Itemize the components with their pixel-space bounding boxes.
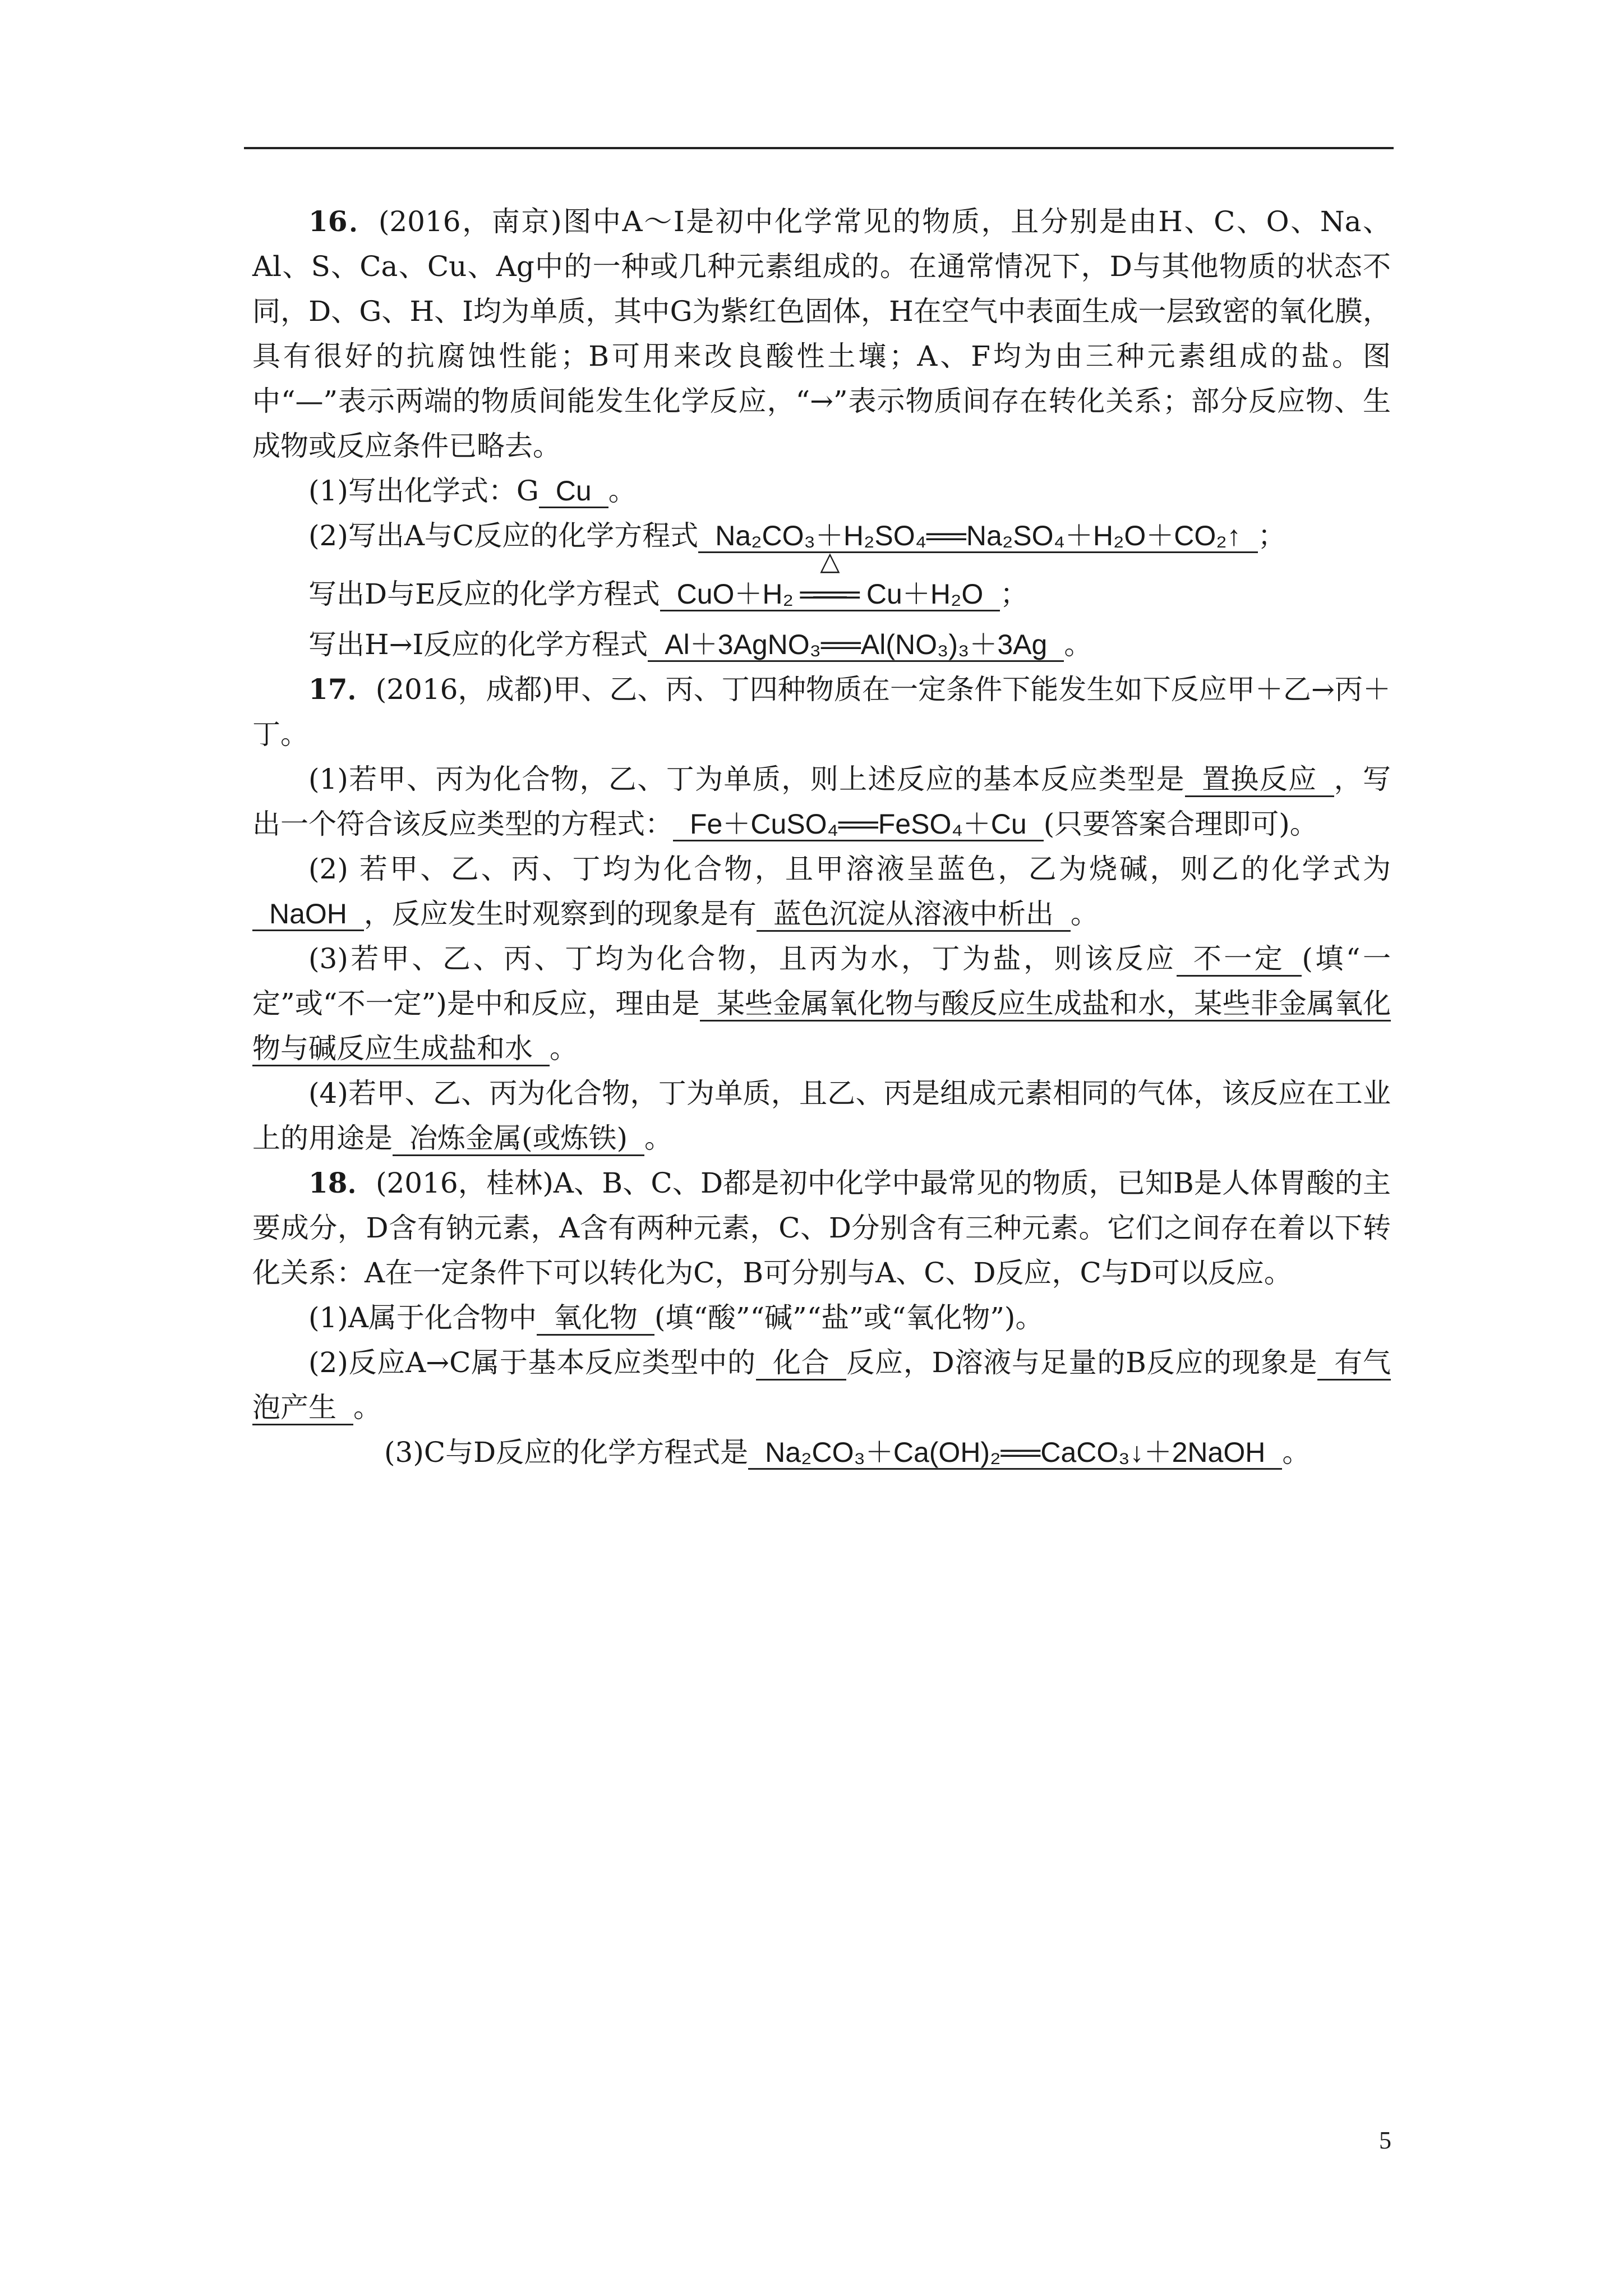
q17-part1-prompt2: ，写出一个符合该反应类型的方程式：: [252, 763, 1391, 840]
q16-part2-end: ；: [1257, 519, 1286, 552]
q16-part4: [252, 622, 1391, 667]
q16-part3-end: ；: [1000, 578, 1029, 610]
q16-part2-prompt: (2)写出A与C反应的化学方程式: [308, 519, 699, 552]
q17-number: 17．: [308, 673, 376, 706]
q18-part2-prompt2: 反应，D溶液与足量的B反应的现象是: [846, 1346, 1318, 1379]
q17-stem: [252, 667, 1391, 757]
q17-part3-end: 。: [550, 1032, 578, 1065]
q17-part1-answer2: Fe＋CuSO₄══FeSO₄＋Cu: [673, 808, 1044, 841]
page-number: 5: [1379, 2127, 1391, 2154]
q17-part3: [252, 936, 1391, 1071]
q16-stem: [252, 199, 1391, 468]
q16-part4-answer: Al＋3AgNO₃══Al(NO₃)₃＋3Ag: [648, 629, 1064, 662]
q17-part4-end: 。: [644, 1122, 673, 1154]
q17-part4-answer: 冶炼金属(或炼铁): [393, 1122, 644, 1156]
q17-part2-answer: NaOH: [252, 898, 364, 931]
q16-part4-prompt: 写出H→I反应的化学方程式: [308, 628, 648, 661]
q16-part3: [252, 546, 1391, 616]
q17-part2-answer2: 蓝色沉淀从溶液中析出: [757, 898, 1071, 932]
q17-stem-text: (2016，成都)甲、乙、丙、丁四种物质在一定条件下能发生如下反应甲＋乙→丙＋丁。: [252, 673, 1391, 751]
q18-part3-end: 。: [1282, 1436, 1311, 1469]
q17-part1-answer: 置换反应: [1185, 763, 1334, 797]
worksheet-body: [252, 199, 1391, 1475]
q18-part1: [252, 1295, 1391, 1340]
heat-underbar: [813, 596, 847, 598]
q17-part3-answer2: 某些金属氧化物与酸反应生成盐和水，某些非金属氧化物与碱反应生成盐和水: [252, 987, 1391, 1066]
q17-part3-prompt2: (填“一定”或“不一定”)是中和反应，理由是: [252, 942, 1391, 1020]
q18-part3: [252, 1430, 1391, 1475]
q16-part3-answer: [660, 546, 1000, 611]
header-rule: [244, 147, 1394, 149]
q18-part3-answer: Na₂CO₃＋Ca(OH)₂══CaCO₃↓＋2NaOH: [748, 1437, 1282, 1470]
q16-part3-reactants: CuO＋H₂: [676, 578, 794, 610]
q17-part2-prompt2: ，反应发生时观察到的现象是有: [363, 898, 757, 930]
q17-part4: [252, 1071, 1391, 1161]
heat-triangle-icon: △: [820, 546, 840, 576]
q16-part1: [252, 468, 1391, 513]
q18-number: 18．: [308, 1166, 376, 1199]
q18-part2-end: 。: [353, 1391, 381, 1424]
q16-part1-prompt: (1)写出化学式：G: [308, 475, 539, 507]
q16-stem-text: (2016，南京)图中A～I是初中化学常见的物质，且分别是由H、C、O、Na、Al、S、Ca、Cu、Ag中的一种或几种元素组成的。在通常情况下，D与其他物质的状态不同，D、G、H、I均为单质，其中G为紫红色固体，H在空气中表面生成一层致密的氧化膜，具有很好的抗腐蚀性能；B可用来改良酸性土壤；A、F均为由三种元素组成的盐。图中“—”表示两端的物质间能发生化学反应，“→”表示物质间存在转化关系；部分反应物、生成物或反应条件已略去。: [252, 205, 1391, 462]
q17-part1-end: (只要答案合理即可)。: [1043, 808, 1318, 840]
q18-stem-text: (2016，桂林)A、B、C、D都是初中化学中最常见的物质，已知B是人体胃酸的主要成分，D含有钠元素，A含有两种元素，C、D分别含有三种元素。它们之间存在着以下转化关系：A在一定条件下可以转化为C，B可分别与A、C、D反应，C与D可以反应。: [252, 1167, 1391, 1289]
q16-part1-end: 。: [608, 475, 637, 507]
q17-part2: [252, 846, 1391, 936]
q17-part2-prompt: (2) 若甲、乙、丙、丁均为化合物，且甲溶液呈蓝色，乙为烧碱，则乙的化学式为: [308, 853, 1391, 885]
q17-part3-answer: 不一定: [1177, 942, 1302, 977]
q16-part3-prompt: 写出D与E反应的化学方程式: [308, 578, 660, 610]
q18-part2-answer: 化合: [756, 1346, 847, 1381]
q18-part1-prompt: (1)A属于化合物中: [308, 1301, 537, 1334]
q16-part4-end: 。: [1064, 628, 1092, 661]
q17-part4-prompt: (4)若甲、乙、丙为化合物，丁为单质，且乙、丙是组成元素相同的气体，该反应在工业上的用途是: [252, 1077, 1391, 1154]
q17-part3-prompt: (3)若甲、乙、丙、丁均为化合物，且丙为水，丁为盐，则该反应: [308, 942, 1177, 975]
q17-part1: [252, 757, 1391, 846]
q18-stem: [252, 1161, 1391, 1295]
q18-part1-end: (填“酸”“碱”“盐”或“氧化物”)。: [654, 1301, 1044, 1334]
q17-part1-prompt: (1)若甲、丙为化合物，乙、丁为单质，则上述反应的基本反应类型是: [308, 763, 1185, 795]
q16-number: 16．: [308, 205, 379, 238]
q18-part2: [252, 1340, 1391, 1430]
q18-part3-prompt: (3)C与D反应的化学方程式是: [384, 1436, 749, 1469]
heating-condition-sign: △ ═══: [794, 572, 866, 616]
q18-part2-answer2: 有气泡产生: [252, 1346, 1391, 1425]
q16-part3-products: Cu＋H₂O: [866, 578, 984, 610]
q16-part1-answer: Cu: [539, 475, 608, 508]
q17-part2-end: 。: [1070, 898, 1099, 930]
q18-part1-answer: 氧化物: [537, 1301, 654, 1336]
q18-part2-prompt: (2)反应A→C属于基本反应类型中的: [308, 1346, 756, 1379]
q16-part2-answer: Na₂CO₃＋H₂SO₄══Na₂SO₄＋H₂O＋CO₂↑: [698, 520, 1258, 553]
